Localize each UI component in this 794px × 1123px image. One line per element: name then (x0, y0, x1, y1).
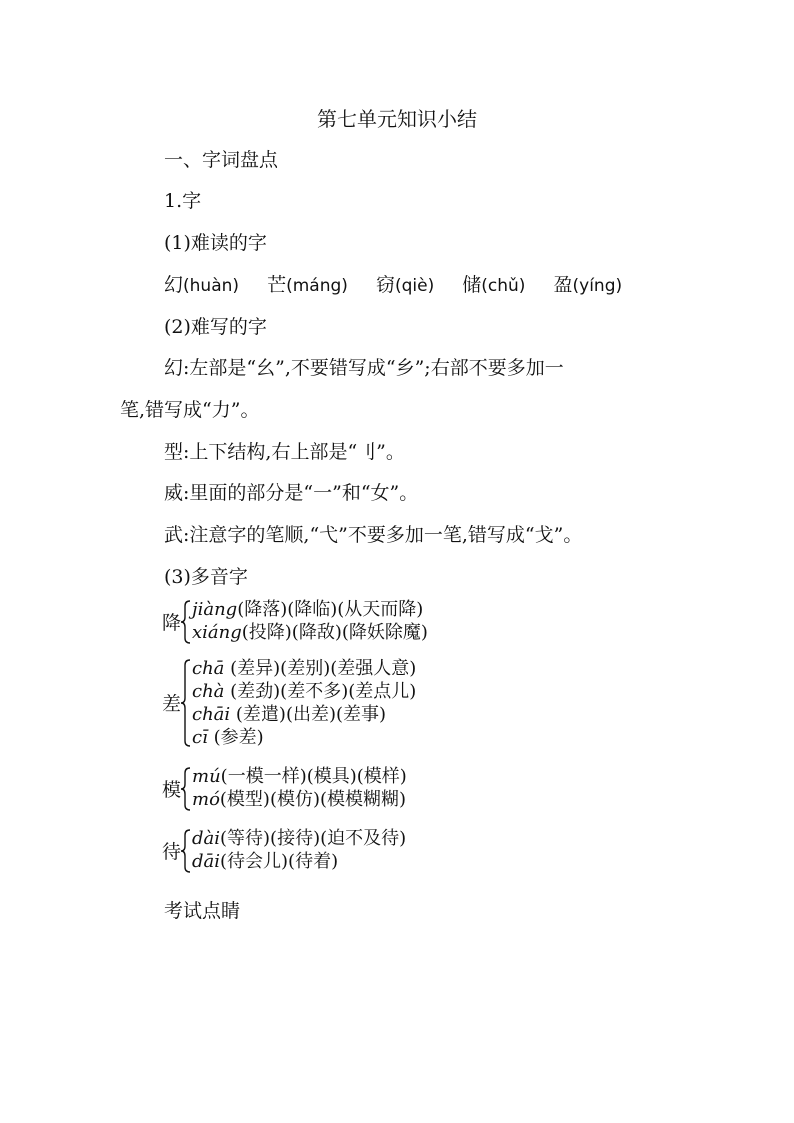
hard-write-xing: 型:上下结构,右上部是“刂”。 (164, 441, 405, 463)
hard-to-read-list (164, 273, 622, 298)
polyphone-reading-row (192, 681, 416, 703)
polyphone-reading-row (192, 622, 428, 644)
hard-read-char: 幻 (164, 274, 184, 296)
hard-read-char: 窃 (375, 274, 395, 296)
polyphone-group-dai (162, 828, 502, 876)
left-brace-icon (181, 767, 191, 811)
polyphone-pinyin: chā (192, 658, 225, 679)
polyphone-pinyin: mú (192, 766, 221, 787)
polyphone-reading-row (192, 727, 264, 749)
left-brace-icon (181, 829, 191, 873)
hard-read-char: 芒 (267, 274, 287, 296)
polyphone-pinyin: dāi (192, 851, 221, 872)
subheading-characters: 1.字 (164, 190, 202, 212)
exam-tips-heading: 考试点睛 (164, 900, 241, 922)
left-brace-icon (181, 659, 191, 747)
polyphone-words: (投降)(降敌)(降妖除魔) (241, 622, 428, 643)
polyphone-reading-row (192, 828, 406, 850)
subheading-polyphones: (3)多音字 (164, 566, 248, 588)
polyphone-pinyin: cī (192, 727, 208, 748)
polyphone-pinyin: dài (192, 828, 221, 849)
hard-write-huan-line2: 笔,错写成“力”。 (120, 399, 260, 421)
hard-read-char: 盈 (553, 274, 573, 296)
polyphone-char: 模 (162, 779, 182, 801)
polyphone-words: (差遣)(出差)(差事) (230, 704, 387, 725)
polyphone-pinyin: chāi (192, 704, 231, 725)
polyphone-reading-row (192, 851, 338, 873)
polyphone-reading-row (192, 599, 423, 621)
polyphone-words: (差劲)(差不多)(差点儿) (224, 681, 417, 702)
subheading-hard-to-read: (1)难读的字 (164, 232, 267, 254)
subheading-hard-to-write: (2)难写的字 (164, 316, 267, 338)
polyphone-reading-row (192, 766, 407, 788)
hard-read-pinyin: (yíng) (572, 276, 623, 296)
hard-read-pinyin: (huàn) (183, 276, 240, 296)
polyphone-words: (降落)(降临)(从天而降) (237, 599, 424, 620)
polyphone-words: (模型)(模仿)(模模糊糊) (219, 789, 407, 810)
polyphone-pinyin: jiàng (192, 599, 238, 620)
polyphone-char: 降 (162, 612, 182, 634)
polyphone-char: 差 (162, 693, 182, 715)
hard-write-huan-line1: 幻:左部是“幺”,不要错写成“乡”;右部不要多加一 (164, 357, 564, 379)
polyphone-reading-row (192, 704, 386, 726)
section-heading-word-review: 一、字词盘点 (164, 149, 279, 171)
polyphone-reading-row (192, 789, 406, 811)
polyphone-pinyin: xiáng (192, 622, 242, 643)
polyphone-reading-row (192, 658, 416, 680)
polyphone-pinyin: mó (192, 789, 220, 810)
polyphone-group-cha (162, 658, 502, 750)
polyphone-words: (一模一样)(模具)(模样) (220, 766, 407, 787)
polyphone-words: (等待)(接待)(迫不及待) (220, 828, 407, 849)
page-title: 第七单元知识小结 (317, 107, 477, 131)
polyphone-words: (差异)(差别)(差强人意) (224, 658, 417, 679)
polyphone-pinyin: chà (192, 681, 225, 702)
hard-write-wu: 武:注意字的笔顺,“弋”不要多加一笔,错写成“戈”。 (164, 524, 583, 546)
polyphone-group-mu (162, 766, 502, 814)
hard-read-pinyin: (chǔ) (481, 276, 526, 296)
hard-read-char: 储 (462, 274, 482, 296)
polyphone-words: (参差) (207, 727, 264, 748)
hard-write-wei: 威:里面的部分是“一”和“女”。 (164, 482, 419, 504)
polyphone-char: 待 (162, 841, 182, 863)
hard-read-pinyin: (máng) (286, 276, 348, 296)
polyphone-group-jiang (162, 599, 502, 647)
left-brace-icon (181, 600, 191, 644)
hard-read-pinyin: (qiè) (394, 276, 435, 296)
polyphone-words: (待会儿)(待着) (220, 851, 339, 872)
